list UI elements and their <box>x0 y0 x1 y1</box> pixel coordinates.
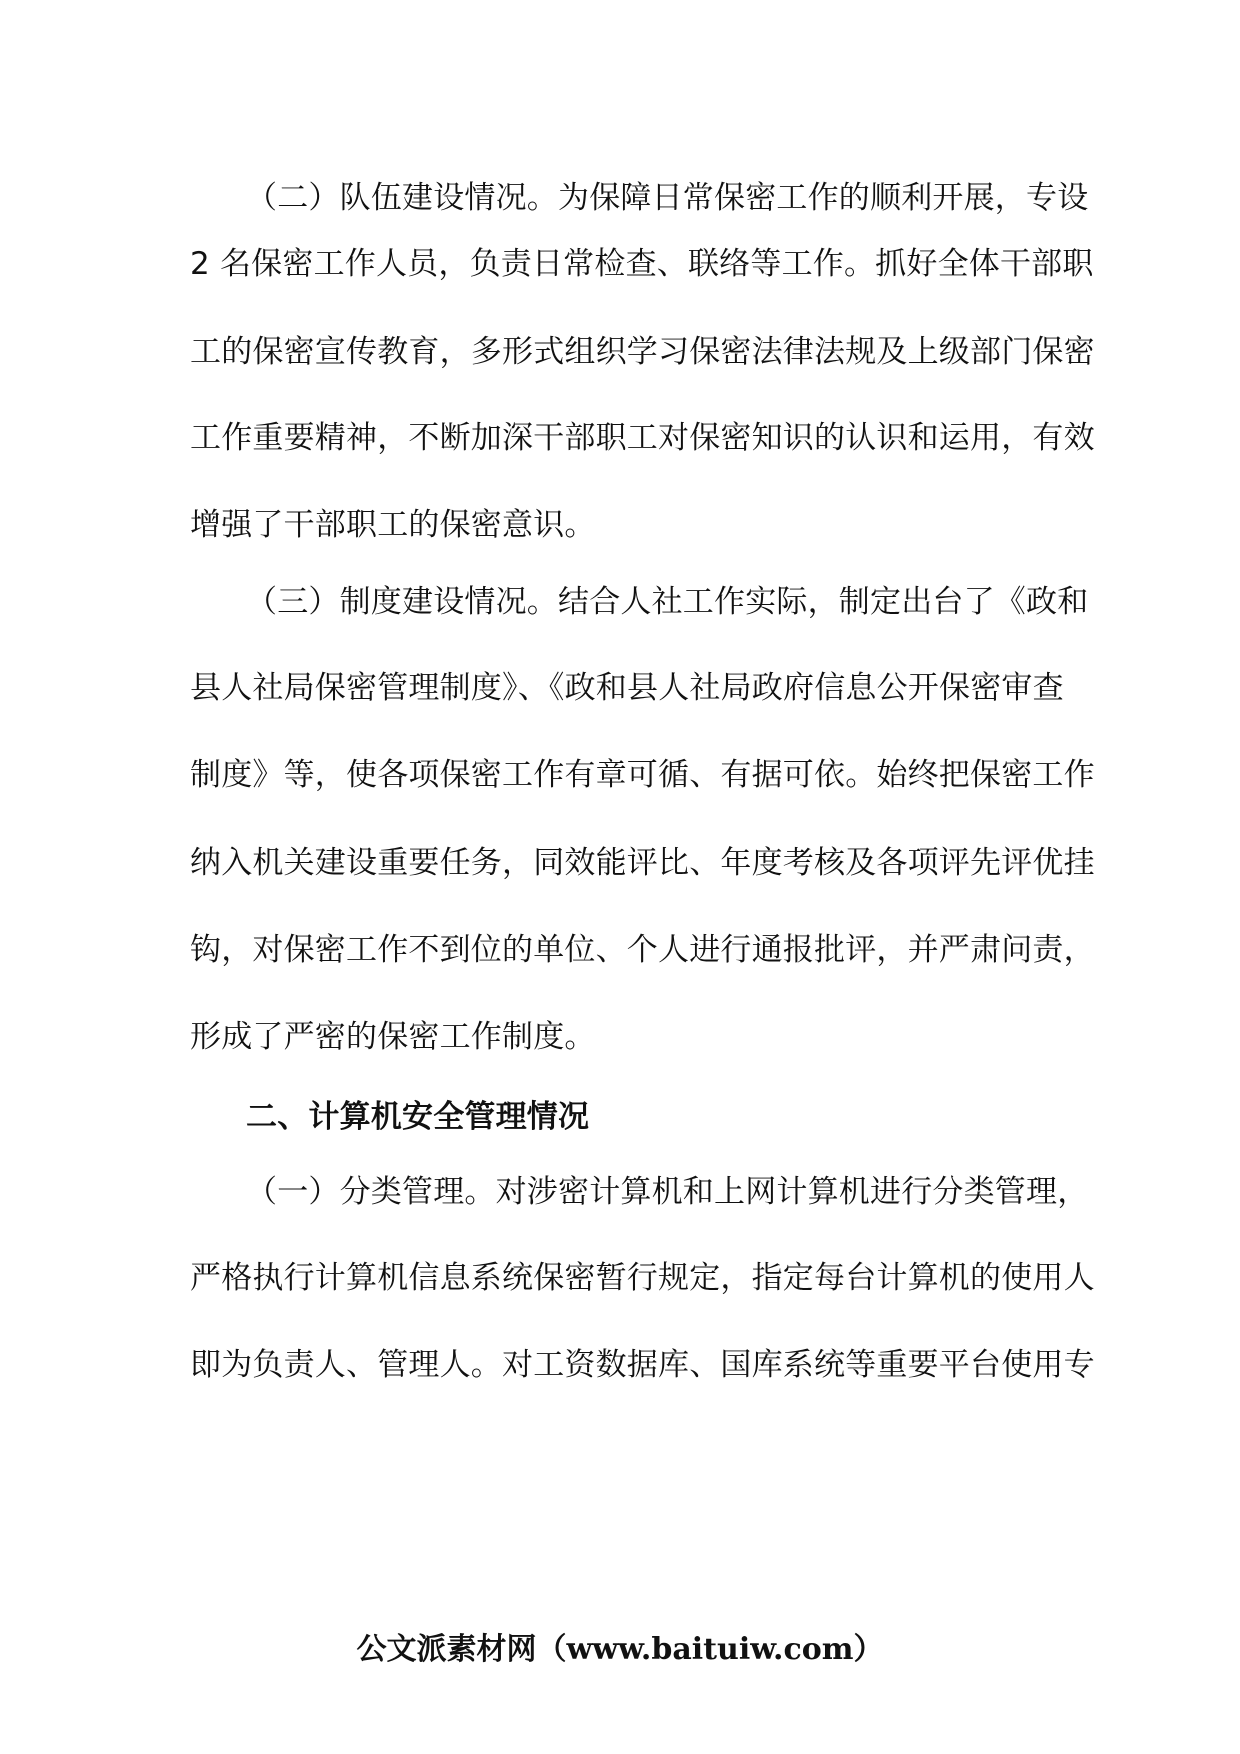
paragraph-line: 形成了严密的保密工作制度。 <box>190 1019 596 1055</box>
section-heading: 二、计算机安全管理情况 <box>246 1099 590 1135</box>
paragraph-line: 县人社局保密管理制度》、《政和县人社局政府信息公开保密审查 <box>190 670 1064 706</box>
paragraph-line: 纳入机关建设重要任务，同效能评比、年度考核及各项评先评优挂 <box>190 845 1095 881</box>
paragraph-line: 即为负责人、管理人。对工资数据库、国库系统等重要平台使用专 <box>190 1347 1095 1383</box>
paragraph-line: （三）制度建设情况。结合人社工作实际，制定出台了《政和 <box>246 584 1089 620</box>
paragraph-line: 钩，对保密工作不到位的单位、个人进行通报批评，并严肃问责， <box>190 932 1095 968</box>
paragraph-line: 2 名保密工作人员，负责日常检查、联络等工作。抓好全体干部职 <box>190 246 1094 282</box>
paragraph-line: 工作重要精神，不断加深干部职工对保密知识的认识和运用，有效 <box>190 420 1095 456</box>
paragraph-line: 增强了干部职工的保密意识。 <box>190 507 596 543</box>
watermark-footer: 公文派素材网（www.baituiw.com） <box>356 1632 884 1667</box>
paragraph-line: 制度》等，使各项保密工作有章可循、有据可依。始终把保密工作 <box>190 757 1095 793</box>
paragraph-line: 严格执行计算机信息系统保密暂行规定，指定每台计算机的使用人 <box>190 1260 1095 1296</box>
paragraph-line: 工的保密宣传教育，多形式组织学习保密法律法规及上级部门保密 <box>190 334 1095 370</box>
paragraph-line: （二）队伍建设情况。为保障日常保密工作的顺利开展，专设 <box>246 180 1089 216</box>
paragraph-line: （一）分类管理。对涉密计算机和上网计算机进行分类管理， <box>246 1174 1089 1210</box>
